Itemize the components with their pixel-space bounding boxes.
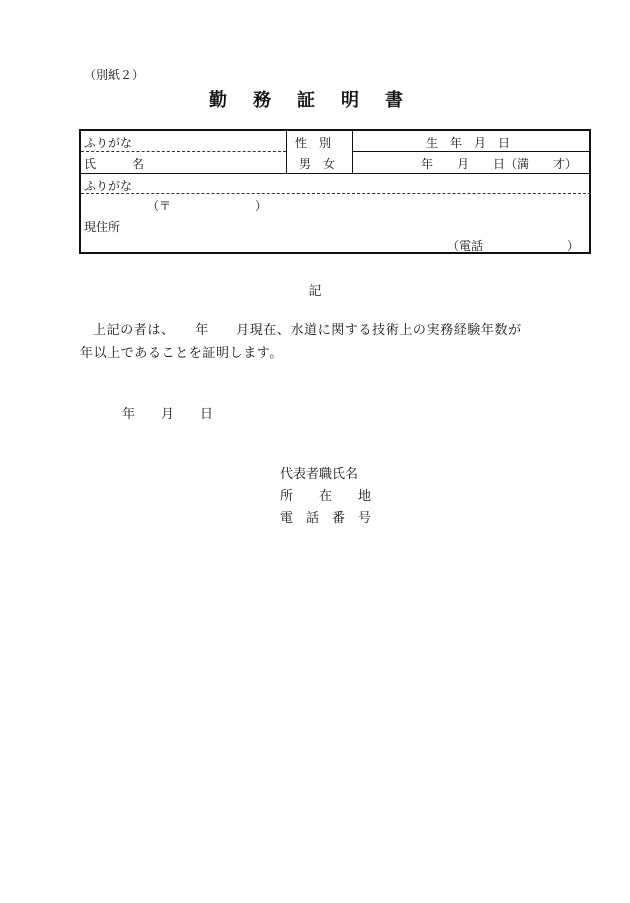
birthdate-label: 生 年 月 日: [426, 136, 511, 150]
phone-number-label: 電 話 番 号: [280, 511, 372, 526]
document-title: 勤務証明書: [209, 90, 429, 111]
certification-date: 年 月 日: [122, 407, 214, 422]
column-divider-left: [286, 131, 287, 174]
name-label: 氏 名: [84, 157, 145, 171]
postal-code-field: （〒 ）: [147, 199, 268, 213]
column-divider-right: [352, 131, 353, 174]
birthdate-format: 年 月 日（満 才）: [421, 157, 578, 171]
location-label: 所 在 地: [280, 489, 372, 504]
gender-label: 性 別: [295, 136, 332, 150]
birthdate-separator: [352, 151, 591, 152]
row-divider: [81, 173, 591, 174]
gender-options: 男 女: [299, 157, 336, 171]
furigana-label-address: ふりがな: [84, 179, 133, 193]
applicant-info-table: [79, 129, 591, 254]
statement-line-1: 上記の者は、 年 月現在、水道に関する技術上の実務経験年数が: [93, 323, 522, 338]
statement-line-2: 年以上であることを証明します。: [80, 346, 283, 361]
furigana-separator-2: [81, 193, 591, 194]
address-label: 現住所: [84, 220, 121, 234]
furigana-label-name: ふりがな: [84, 136, 133, 150]
ki-heading: 記: [308, 284, 322, 299]
furigana-separator-1: [81, 151, 286, 152]
representative-name-label: 代表者職氏名: [280, 467, 359, 482]
phone-field: （電話 ）: [447, 239, 580, 253]
attachment-label: （別紙２）: [84, 68, 145, 82]
